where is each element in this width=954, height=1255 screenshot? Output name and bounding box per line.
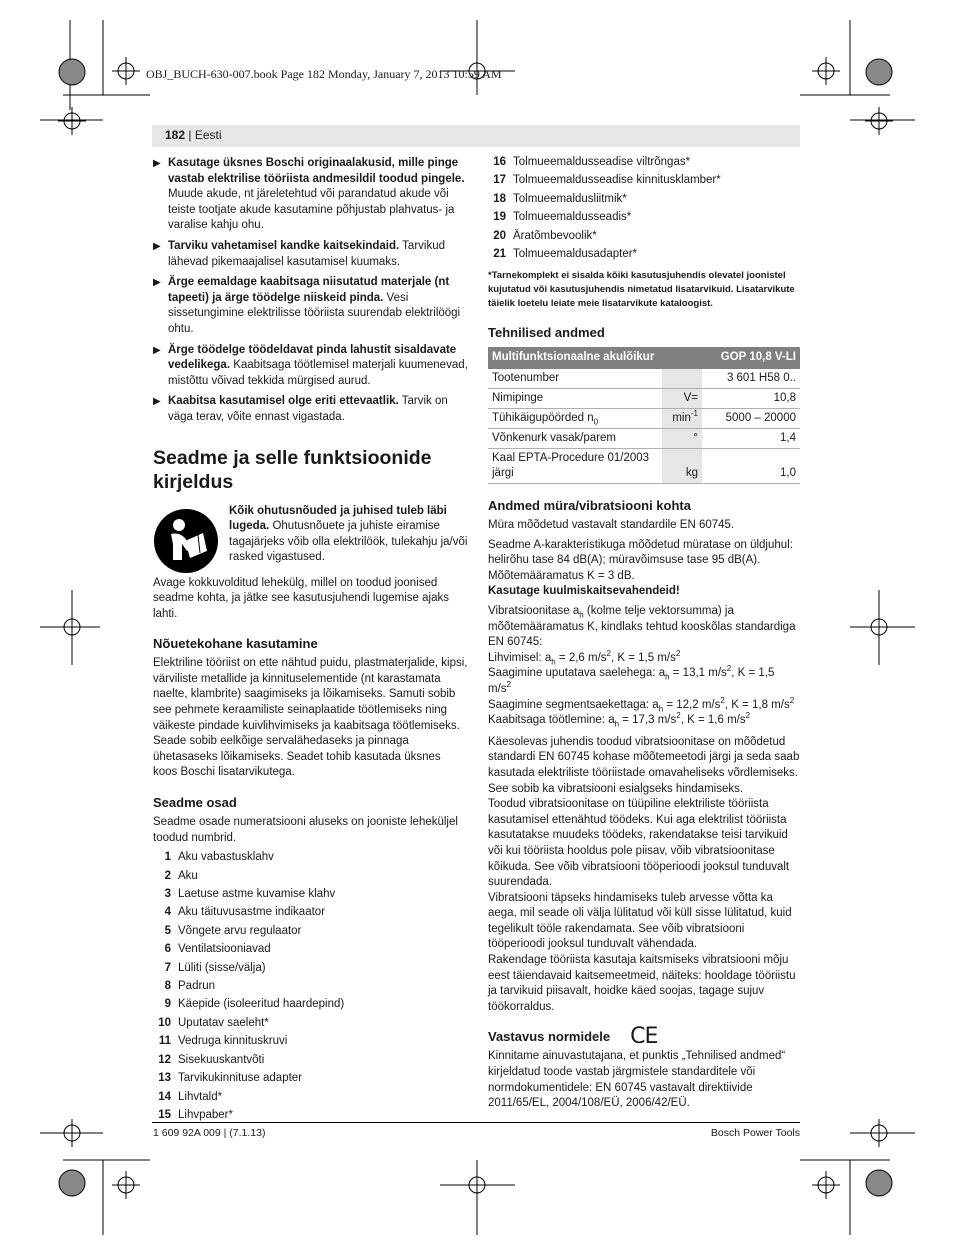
part-label: Aku täituvusastme indikaator — [178, 906, 326, 919]
vibration-line: Saagimine uputatava saelehega: $a_h = 13,1$ $m/s^2$, K = 1,5 $m/s^2$ — [488, 664, 775, 695]
left-column — [153, 156, 468, 1124]
bullet-bold: Ärge eemaldage kaabitsaga niisutatud materjale (nt tapeeti) ja ärge töödelge niiskeid pinda. — [168, 276, 450, 304]
tech-table — [488, 347, 800, 484]
fold-note: Avage kokkuvolditud lehekülg, millel on toodud joonised seadme kohta, ja jätke see kasutusjuhendi lugemise ajaks lahti. — [153, 576, 449, 620]
part-label: Tolmueemaldusseadise kinnitusklamber* — [513, 174, 721, 187]
footer-left: 1 609 92A 009 | (7.1.13) — [153, 1127, 266, 1139]
conformity-text: Kinnitame ainuvastutajana, et punktis „Tehnilised andmed“ kirjeldatud toode vastab järgmistele standarditele või normdokumentidele: EN 60745 vastavalt direktiivide 2011/65/EL, 2004/108/EÜ, 2006/42/EÜ. — [488, 1050, 786, 1110]
parts-intro: Seadme osade numeratsiooni aluseks on jooniste leheküljel toodud numbrid. — [153, 816, 458, 844]
part-number: 2 — [164, 869, 171, 882]
part-label: Tolmueemaldusseadis* — [513, 211, 632, 224]
part-item — [153, 1088, 468, 1106]
bullet-triangle-icon: ▶ — [153, 240, 161, 252]
vibration-line: Kaabitsaga töötlemine: $a_h = 17,3$ $m/s^2$, K = 1,6 $m/s^2$ — [488, 711, 751, 729]
part-item — [488, 245, 800, 263]
footer-rule — [152, 1122, 800, 1123]
intended-use-heading: Nõuetekohane kasutamine — [153, 636, 318, 652]
part-item — [488, 153, 800, 171]
page-number: 182 — [165, 128, 186, 142]
part-number: 9 — [164, 998, 171, 1011]
tech-unit — [662, 369, 702, 389]
tech-row — [488, 389, 800, 409]
tech-row — [488, 409, 800, 429]
parts-heading: Seadme osad — [153, 795, 237, 811]
part-label: Aku — [178, 869, 198, 882]
tech-label: Tootenumber — [488, 369, 662, 389]
part-number: 11 — [158, 1035, 171, 1048]
part-number: 3 — [164, 888, 171, 901]
tech-value: 10,8 — [702, 389, 800, 409]
part-item — [488, 227, 800, 245]
noise-p1: Müra mõõdetud vastavalt standardile EN 60745. — [488, 519, 735, 532]
part-label: Tolmueemaldusseadise viltrõngas* — [513, 156, 691, 168]
tech-col-model: GOP 10,8 V-LI — [702, 347, 800, 369]
part-number: 10 — [158, 1016, 171, 1029]
part-label: Ventilatsiooniavad — [178, 943, 271, 956]
part-item — [153, 867, 468, 885]
part-number: 19 — [493, 211, 506, 224]
part-number: 20 — [493, 229, 506, 242]
vibration-p3: Vibratsiooni täpseks hindamiseks tuleb arvesse võtta ka aega, mil seade oli välja lülitatud või küll sisse lülitatud, kuid tegelikult tööle rakendamata. See võib vibratsiooni tööperioodi jooksul tunduvalt vähendada. — [488, 891, 792, 951]
tech-value: 3 601 H58 0.. — [702, 369, 800, 389]
footer-right: Bosch Power Tools — [710, 1127, 800, 1139]
part-number: 13 — [158, 1072, 171, 1085]
part-label: Lüliti (sisse/välja) — [178, 961, 266, 974]
part-number: 1 — [164, 851, 171, 864]
bullet-bold: Tarviku vahetamisel kandke kaitsekindaid. — [168, 239, 400, 252]
right-column — [488, 156, 800, 1112]
part-number: 8 — [164, 980, 171, 993]
bullet-bold: Kaabitsa kasutamisel olge eriti ettevaatlik. — [168, 395, 399, 408]
part-number: 18 — [493, 192, 506, 205]
tech-value: 1,4 — [702, 429, 800, 449]
ce-mark: CE — [630, 1024, 658, 1050]
tech-label: Tühikäigupöörded $n_0$ — [488, 409, 662, 429]
part-item — [153, 1014, 468, 1032]
part-item — [153, 995, 468, 1013]
tech-unit: kg — [662, 449, 702, 484]
tech-value: 5000 – 20000 — [702, 409, 800, 429]
bullet-triangle-icon: ▶ — [153, 158, 161, 169]
bullet-text: Tarvikud lähevad pikemaajalisel kasutamisel kuumaks. — [168, 239, 445, 268]
safety-bullet — [153, 394, 468, 425]
safety-bullet — [153, 275, 468, 337]
part-item — [153, 885, 468, 903]
tech-heading: Tehnilised andmed — [488, 325, 605, 341]
page-language: Eesti — [194, 128, 222, 142]
noise-warning: Kasutage kuulmiskaitsevahendeid! — [488, 585, 680, 598]
tech-label: Nimipinge — [488, 389, 662, 409]
section-title: Seadme ja selle funktsioonide kirjeldus — [153, 446, 432, 493]
conformity-heading: Vastavus normidele — [488, 1029, 611, 1045]
part-item — [153, 903, 468, 921]
part-number: 12 — [158, 1053, 171, 1066]
tech-col-product: Multifunktsionaalne akulõikur — [488, 347, 702, 369]
part-label: Vedruga kinnituskruvi — [178, 1035, 288, 1048]
safety-bullet — [153, 156, 468, 234]
part-item — [153, 1032, 468, 1050]
vibration-line: Lihvimisel: $a_h = 2,6$ $m/s^2$, K = 1,5 $m/s^2$ — [488, 648, 681, 667]
part-label: Tolmueemaldusliitmik* — [513, 192, 627, 205]
bullet-triangle-icon: ▶ — [153, 396, 161, 408]
vibration-p1: Käesolevas juhendis toodud vibratsioonitase on mõõdetud standardi EN 60745 kohase mõõtemeetodi järgi ja seda saab kasutada elektriliste tööriistade omavaheliseks võrdlemiseks. See sobib ka vibratsiooni esialgseks hindamiseks. — [488, 735, 800, 795]
part-label: Tarvikukinnituse adapter — [178, 1072, 303, 1085]
warning-text: Ohutusnõuete ja juhiste eiramise tagajärjeks võib olla elektrilöök, tulekahju ja/või rasked vigastused. — [229, 520, 468, 564]
page-header-band — [152, 125, 800, 147]
vibration-line: Saagimine segmentsaekettaga: $a_h = 12,2$ $m/s^2$, K = 1,8 $m/s^2$ — [488, 695, 795, 713]
tech-row — [488, 369, 800, 389]
part-item — [488, 190, 800, 208]
tech-unit: ° — [662, 429, 702, 449]
bullet-text: Kaabitsaga töötlemisel materjali kuumenevad, mistõttu võivad tekkida mürgised aurud. — [168, 359, 468, 387]
tech-unit: $\min^{-1}$ — [662, 409, 702, 429]
warning-box — [153, 504, 468, 572]
parts-list-continued — [488, 153, 800, 263]
part-label: Käepide (isoleeritud haardepind) — [178, 998, 345, 1011]
part-label: Laetuse astme kuvamise klahv — [178, 888, 336, 901]
part-item — [153, 848, 468, 866]
part-label: Tolmueemaldusadapter* — [513, 248, 638, 261]
part-item — [488, 208, 800, 226]
bullet-triangle-icon: ▶ — [153, 344, 161, 356]
vibration-values — [488, 648, 800, 729]
tech-unit: V= — [662, 389, 702, 409]
tech-row — [488, 429, 800, 449]
part-item — [153, 1069, 468, 1087]
part-item — [153, 959, 468, 977]
bullet-triangle-icon: ▶ — [153, 277, 161, 289]
part-label: Lihvtald* — [178, 1090, 223, 1103]
print-header: OBJ_BUCH-630-007.book Page 182 Monday, January 7, 2013 10:59 AM — [146, 67, 502, 81]
warning-bold: Kõik ohutusnõuded ja juhised tuleb läbi lugeda. — [229, 504, 447, 533]
part-number: 6 — [164, 943, 171, 956]
part-item — [153, 922, 468, 940]
bullet-bold: Ärge töödelge töödeldavat pinda lahustit sisaldavate vedelikega. — [168, 343, 457, 372]
bullet-text: Vesi sissetungimine elektrilisse tööriista suurendab elektrilöögi ohtu. — [168, 291, 461, 335]
tech-label: Võnkenurk vasak/parem — [488, 429, 662, 449]
part-number: 7 — [164, 961, 171, 974]
part-label: Äratõmbevoolik* — [513, 229, 597, 242]
noise-p2: Seadme A-karakteristikuga mõõdetud müratase on üldjuhul: helirõhu tase 84 dB(A); müravõimsuse tase 95 dB(A). Mõõtemääramatus K = 3 dB. — [488, 538, 793, 582]
part-label: Võngete arvu regulaator — [178, 924, 302, 937]
part-number: 14 — [158, 1090, 171, 1103]
safety-bullet — [153, 343, 468, 390]
tech-row — [488, 449, 800, 484]
part-item — [153, 977, 468, 995]
accessories-footnote: *Tarnekomplekt ei sisalda kõiki kasutusjuhendis olevatel joonistel kujutatud või kasutusjuhendis nimetatud lisatarvikuid. Lisatarvikute täielik loetelu leiate meie lisatarvikute kataloogist. — [488, 270, 795, 310]
part-item — [153, 940, 468, 958]
tech-value: 1,0 — [702, 449, 800, 484]
noise-heading: Andmed müra/vibratsiooni kohta — [488, 498, 691, 514]
bullet-text: Tarvik on väga terav, võite ennast vigastada. — [168, 395, 448, 423]
page-header: 182 | Eesti — [165, 128, 222, 142]
part-label: Sisekuuskantvõti — [178, 1053, 265, 1066]
part-number: 17 — [493, 174, 506, 187]
intended-use-text: Elektriline tööriist on ette nähtud puidu, plastmaterjalide, kipsi, värviliste metallide ja kinnituselementide (nt karastamata naelte, klambrite) saagimiseks ja lõikamiseks. Samuti sobib see pehmete keraamiliste seinaplaatide töötlemiseks ning väikeste pindade kuivlihvimiseks ja kaabitsaga töötlemiseks. Seade sobib eelkõige servalähedaseks ja pinnaga ühetasaseks lõikamiseks. Seadet tohib kasutada üksnes koos Boschi lisatarvikutega. — [153, 657, 468, 779]
tech-label: Kaal EPTA-Procedure 01/2003 järgi — [488, 449, 662, 484]
part-label: Padrun — [178, 980, 216, 993]
vibration-intro: Vibratsioonitase $a_h$ (kolme telje vektorsumma) ja mõõtemääramatus K, kindlaks tehtud kooskõlas standardiga EN 60745: — [488, 605, 796, 649]
part-number: 21 — [493, 248, 506, 261]
part-number: 16 — [493, 156, 506, 168]
part-item — [153, 1051, 468, 1069]
safety-bullet — [153, 239, 468, 270]
vibration-p4: Rakendage tööriista kasutaja kaitsmiseks vibratsiooni mõju eest täiendavaid kaitsemeetmeid, näiteks: hooldage tööriistu ja tarvikuid piisavalt, hoidke käed soojas, tagage sujuv töökorraldus. — [488, 954, 796, 1013]
part-label: Aku vabastusklahv — [178, 851, 274, 864]
part-number: 5 — [164, 924, 171, 937]
safety-bullets — [153, 156, 468, 426]
part-item — [488, 171, 800, 189]
read-manual-icon — [153, 508, 219, 574]
vibration-p2: Toodud vibratsioonitase on tüüpiline elektriliste tööriista kasutamisel ettenähtud töödeks. Kui aga elektrilist tööriista kasutatakse muudeks töödeks, rakendatakse teisi tarvikuid või kui tööriista hooldus pole piisav, võib vibratsioonitase kõikuda. See võib vibratsiooni tööperioodi jooksul tunduvalt suurendada. — [488, 798, 790, 889]
part-label: Lihvpaber* — [178, 1108, 233, 1121]
part-label: Uputatav saeleht* — [178, 1016, 269, 1029]
parts-list — [153, 848, 468, 1124]
bullet-text: Muude akude, nt järeletehtud või parandatud akude või teiste tootjate akude kasutamine põhjustab plahvatus- ja varalise kahju ohu. — [168, 188, 455, 232]
part-number: 4 — [164, 906, 171, 919]
bullet-bold: Kasutage üksnes Boschi originaalakusid, mille pinge vastab elektrilise tööriista andmesildil toodud pingele. — [168, 157, 465, 185]
part-number: 15 — [158, 1108, 171, 1121]
conformity-heading-row — [488, 1024, 800, 1050]
